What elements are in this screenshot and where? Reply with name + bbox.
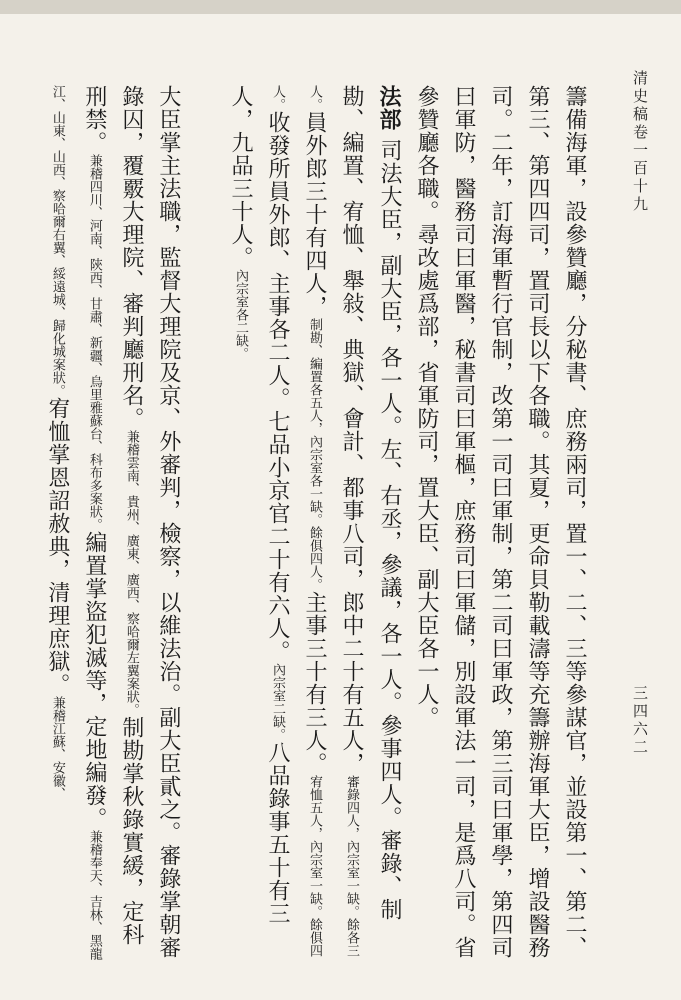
vertical-text-body — [33, 85, 593, 965]
paragraph-duties — [39, 85, 222, 965]
page-number: 三四六二 — [631, 685, 649, 757]
text-run: 編置掌盜犯滅等，定地編發。 — [81, 531, 107, 830]
inline-note: 審錄四人，內宗室一缺。餘各三人。 — [307, 85, 359, 957]
inline-note: 兼稽奉天、吉林、黑龍江、山東、山西、察哈爾右翼、綏遠城、歸化城案狀。 — [49, 85, 102, 960]
inline-note: 內宗室各二缺。 — [233, 269, 248, 360]
text-run: 制勘掌秋錄實緩，定科刑禁。 — [81, 85, 144, 946]
text-run: 籌備海軍，設參贊廳，分秘書、庶務兩司，置一、二、三等參謀官，並設第一、第二、第三、第四四司，置司長以下各職。其夏，更命貝勒載濤等充籌辦海軍大臣，增設醫務司。二年，訂海軍暫行官制，改第一司曰軍制，第二司曰軍政，第三司曰軍學，第四司曰軍防，醫務司曰軍醫，秘書司曰軍樞，庶務司曰軍儲，別設軍法一司，是爲八司。省參贊廳各職。尋改處爲部，省軍防司，置大臣、副大臣各一人。 — [414, 85, 587, 959]
inline-note: 兼稽四川、河南、陝西、甘肅、新疆、烏里雅蘇台、科布多案狀。 — [86, 154, 102, 531]
text-run: 宥恤掌恩詔赦典，清理庶獄。 — [44, 397, 70, 696]
text-run: 司法大臣，副大臣，各一人。左、右丞，參議，各一人。參事四人。審錄、制勘、編置、宥恤、舉敍、典獄、會計、都事八司，郎中二十有五人， — [339, 85, 402, 921]
section-heading: 法部 — [376, 85, 402, 131]
text-run: 主事三十有三人。 — [302, 591, 327, 775]
paragraph-ministry-of-justice — [222, 85, 408, 965]
text-run: 員外郎三十有四人， — [302, 111, 327, 318]
inline-note: 宥恤五人，內宗室一缺。餘俱四人。 — [270, 85, 322, 957]
inline-note: 兼稽江蘇、安徽、 — [49, 696, 65, 800]
text-run: 收發所員外郎、主事各二人。七品小京官二十有六人。 — [265, 111, 290, 663]
top-scan-border — [0, 0, 681, 14]
inline-note: 兼稽雲南、貴州、廣東、廣西、察哈爾左翼案狀。 — [123, 430, 139, 716]
inline-note: 內宗室二缺。 — [270, 663, 285, 741]
running-header-title: 清史稿卷一百十九 — [631, 70, 649, 214]
text-run: 大臣掌主法職，監督大理院及京、外審判，檢察，以維法治。副大臣貳之。審錄掌朝審錄囚，覆覈大理院、審判廳刑名。 — [118, 85, 181, 959]
paragraph-navy — [408, 85, 593, 965]
inline-note: 制勘、編置各五人，內宗室各一缺。餘俱四人。 — [307, 318, 322, 591]
text-run: 八品錄事五十有三人，九品三十人。 — [228, 85, 290, 925]
